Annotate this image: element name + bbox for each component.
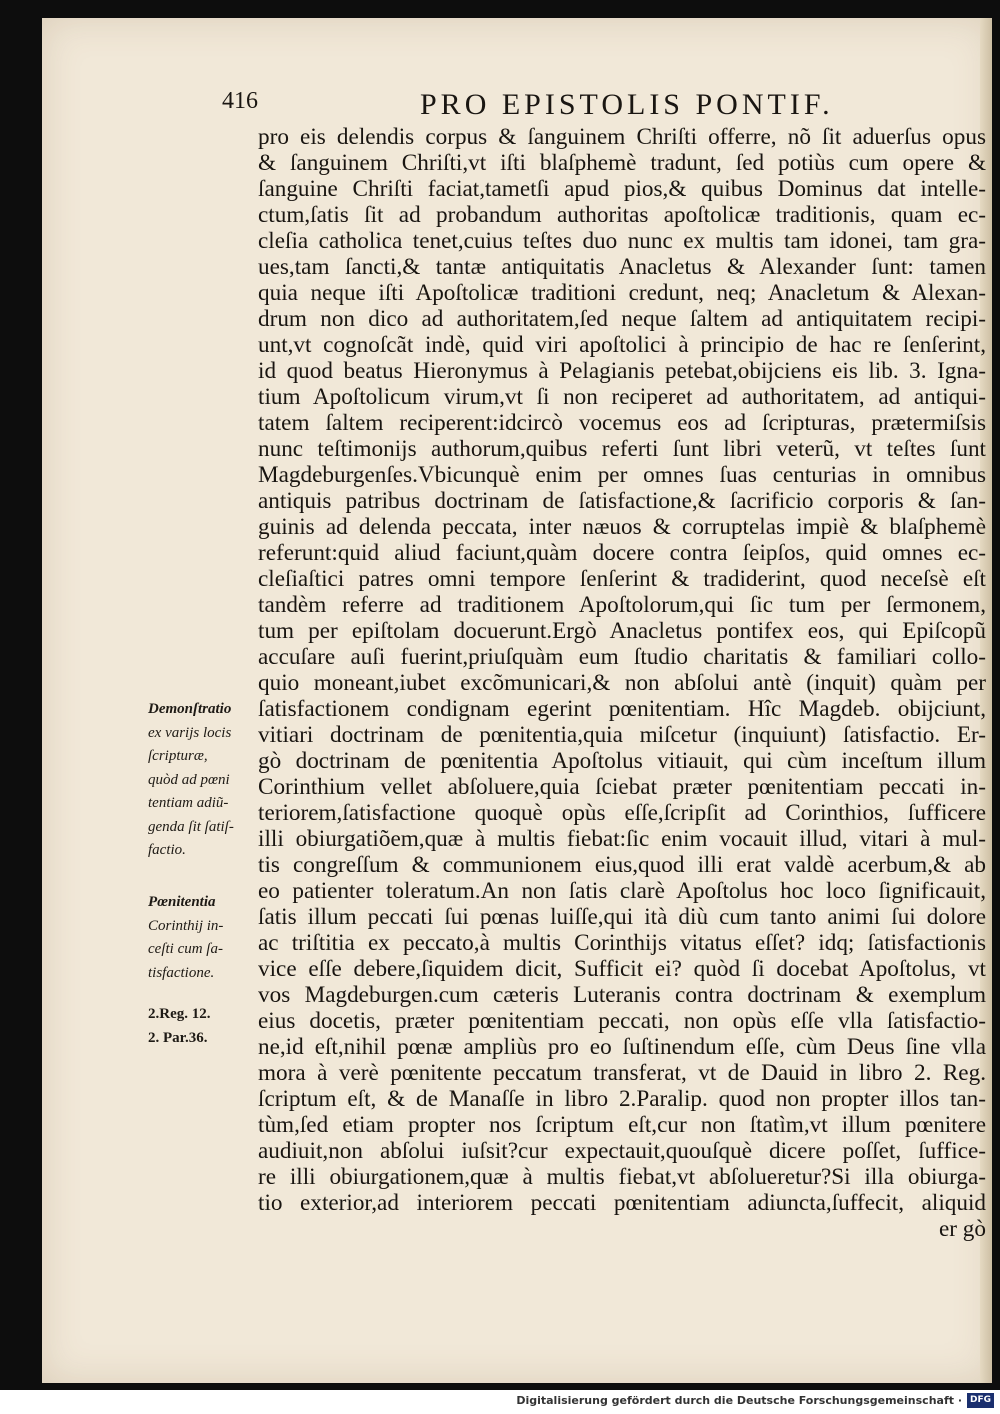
marginal-note-line: 2. Par.36. <box>148 1029 208 1046</box>
marginal-note-line: ex varijs locis <box>148 724 232 741</box>
marginal-note-line: 2.Reg. 12. <box>148 1006 211 1022</box>
body-line: & ſanguinem Chriſti,vt iſti blaſphemè tradunt, ſed potiùs cum opere & <box>258 150 986 176</box>
body-line: tùm,ſed etiam propter nos ſcriptum eſt,cur non ſtatìm,vt illum pœnitere <box>258 1112 986 1138</box>
body-line: Corinthium vellet abſoluere,quia ſciebat præter pœnitentiam peccati in- <box>258 774 986 800</box>
marginal-note-line: ceſti cum ſa- <box>148 941 223 957</box>
body-line: ſatis illum peccati ſui pœnas luiſſe,qui ità diù cum tanto animi ſui dolore <box>258 904 986 930</box>
body-line: gò doctrinam de pœnitentia Apoſtolus vitiauit, qui cùm inceſtum illum <box>258 748 986 774</box>
footer <box>0 1390 1000 1414</box>
marginal-note-line: Demonſtratio <box>148 701 232 717</box>
body-line: ues,tam ſancti,& tantæ antiquitatis Anacletus & Alexander ſunt: tamen <box>258 254 986 280</box>
body-line: nunc teſtimonijs authorum,quibus referti ſunt libri veterũ, vt teſtes ſunt <box>258 436 986 462</box>
body-line: unt,vt cognoſcãt indè, quid viri apoſtolici à principio de hac re ſenſerint, <box>258 332 986 358</box>
body-line: cleſiaſtici patres omni tempore ſenſerint & tradiderint, quod neceſsè eſt <box>258 566 986 592</box>
body-line: vitiari doctrinam de pœnitentia,quia miſcetur (inquiunt) ſatisfactio. Er- <box>258 722 986 748</box>
body-line: ſanguine Chriſti faciat,tametſi apud pios,& quibus Dominus dat intelle- <box>258 176 986 202</box>
body-line: Magdeburgenſes.Vbicunquè enim per omnes ſuas centurias in omnibus <box>258 462 986 488</box>
body-line: referunt:quid aliud faciunt,quàm docere contra ſeipſos, quid omnes ec- <box>258 540 986 566</box>
body-line: vos Magdeburgen.cum cæteris Luteranis contra doctrinam & exemplum <box>258 982 986 1008</box>
body-line: tium Apoſtolicum virum,vt ſi non reciperet ad authoritatem, ad antiqui- <box>258 384 986 410</box>
body-line: eius docetis, præter pœnitentiam peccati, non opùs eſſe vlla ſatisfactio- <box>258 1008 986 1034</box>
body-line: tandèm referre ad traditionem Apoſtolorum,qui ſic tum per ſermonem, <box>258 592 986 618</box>
marginal-note-line: quòd ad pœni <box>148 771 230 788</box>
running-head: PRO EPISTOLIS PONTIF. <box>420 88 834 121</box>
page-number: 416 <box>222 88 258 114</box>
body-line: eo patienter toleratum.An non ſatis clarè Apoſtolus hoc loco ſignificauit, <box>258 878 986 904</box>
body-line: tum per epiſtolam docuerunt.Ergò Anacletus pontifex eos, qui Epiſcopũ <box>258 618 986 644</box>
body-line: re illi obiurgationem,quæ à multis fiebat,vt abſolueretur?Si illa obiurga- <box>258 1164 986 1190</box>
body-line: mora à verè pœnitente peccatum transferat, vt de Dauid in libro 2. Reg. <box>258 1060 986 1086</box>
body-line: antiquis patribus doctrinam de ſatisfactione,& ſacrificio corporis & ſan- <box>258 488 986 514</box>
footer-funding-text: Digitalisierung gefördert durch die Deutsche Forschungsgemeinschaft · <box>516 1394 962 1407</box>
body-line: ac triſtitia ex peccato,à multis Corinthijs vitatus eſſet? idq; ſatisfactionis <box>258 930 986 956</box>
body-line: illi obiurgatiõem,quæ à multis fiebat:ſic enim vocauit illud, vitari à mul- <box>258 826 986 852</box>
body-line: ctum,ſatis ſit ad probandum authoritas apoſtolicæ traditionis, quam ec- <box>258 202 986 228</box>
body-line: ſatisfactionem condignam egerint pœnitentiam. Hîc Magdeb. obijciunt, <box>258 696 986 722</box>
body-line: quia neque iſti Apoſtolicæ traditioni credunt, neq; Anacletum & Alexan- <box>258 280 986 306</box>
body-line: ne,id eſt,nihil pœnæ ampliùs pro eo ſuſtinendum eſſe, cùm Deus ſine vlla <box>258 1034 986 1060</box>
body-line: er gò <box>939 1216 986 1242</box>
body-line: teriorem,ſatisfactione quoquè opùs eſſe,ſcripſit ad Corinthios, ſufficere <box>258 800 986 826</box>
body-line: accuſare auſi fuerint,priuſquàm eum ſtudio charitatis & familiari collo- <box>258 644 986 670</box>
marginal-note-line: factio. <box>148 842 186 858</box>
body-line: audiuit,non abſolui iuſsit?cur expectauit,quouſquè dicere poſſet, ſuffice- <box>258 1138 986 1164</box>
body-line: guinis ad delenda peccata, inter næuos & corruptelas impiè & blaſphemè <box>258 514 986 540</box>
body-line: tio exterior,ad interiorem peccati pœnitentiam adiuncta,ſuffecit, aliquid <box>258 1190 986 1216</box>
marginal-note-line: Pœnitentia <box>148 894 216 910</box>
marginal-note-line: genda ſit ſatiſ- <box>148 818 234 835</box>
marginal-note-line: tisfactione. <box>148 964 215 981</box>
marginal-note-references <box>148 1003 260 1050</box>
marginal-note-satisfactio <box>148 698 260 863</box>
body-line: tis congreſſum & communionem eius,quod illi erat valdè acerbum,& ab <box>258 852 986 878</box>
body-line: cleſia catholica tenet,cuius teſtes duo nunc ex multis tam idonei, tam gra- <box>258 228 986 254</box>
marginal-note-line: Corinthij in- <box>148 917 224 934</box>
body-line: drum non dico ad authoritatem,ſed neque ſaltem ad antiquitatem recipi- <box>258 306 986 332</box>
marginal-note-corinthian <box>148 891 260 985</box>
body-line: pro eis delendis corpus & ſanguinem Chriſti offerre, nõ ſit aduerſus opus <box>258 124 986 150</box>
body-line: quio moneant,iubet excõmunicari,& non abſolui antè (inquit) quàm per <box>258 670 986 696</box>
dfg-logo: DFG <box>967 1393 994 1408</box>
body-text <box>258 124 986 1242</box>
marginal-note-line: tentiam adiũ- <box>148 795 229 811</box>
body-line: vice eſſe debere,ſiquidem dicit, Sufficit ei? quòd ſi docebat Apoſtolus, vt <box>258 956 986 982</box>
body-line: ſcriptum eſt, & de Manaſſe in libro 2.Paralip. quod non propter illos tan- <box>258 1086 986 1112</box>
body-line: id quod beatus Hieronymus à Pelagianis petebat,obijciens eis lib. 3. Igna- <box>258 358 986 384</box>
body-line: tatem ſaltem reciperent:idcircò vocemus eos ad ſcripturas, prætermiſsis <box>258 410 986 436</box>
marginal-note-line: ſcripturæ, <box>148 748 208 764</box>
